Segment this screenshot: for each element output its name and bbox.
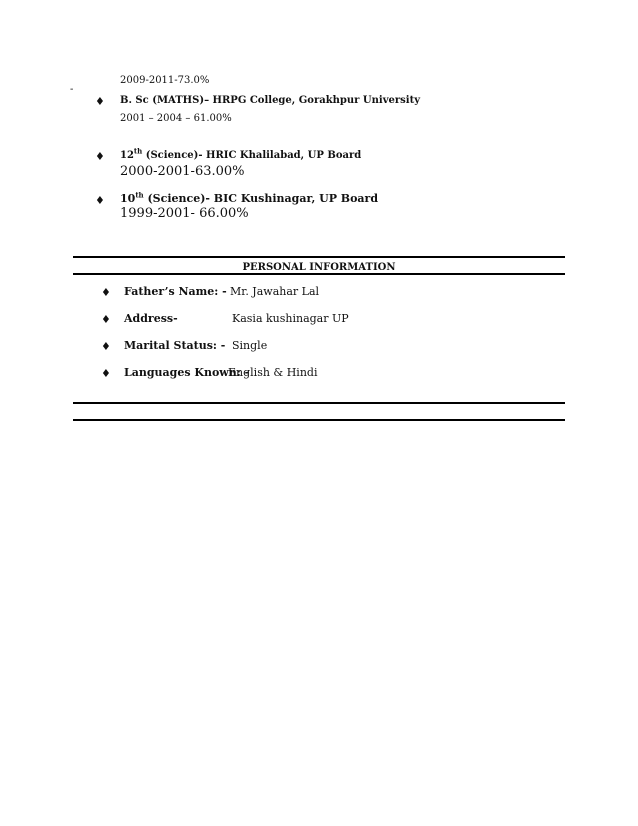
fathers-name-label: Father’s Name: - (124, 285, 227, 298)
section-rule-bottom (73, 273, 565, 275)
marital-status-value: Single (232, 339, 268, 352)
bullet-icon: ♦ (95, 150, 105, 163)
mca-years: 2009-2011-73.0% (120, 75, 210, 86)
bullet-icon: ♦ (101, 367, 111, 380)
languages-label: Languages Known: - (124, 366, 250, 379)
marital-status-label: Marital Status: - (124, 339, 226, 352)
bsc-title: B. Sc (MATHS)– HRPG College, Gorakhpur University (120, 95, 421, 106)
address-value: Kasia kushinagar UP (232, 312, 349, 325)
bsc-years: 2001 – 2004 – 61.00% (120, 113, 232, 124)
twelfth-years: 2000-2001-63.00% (120, 164, 245, 179)
twelfth-title: 12th (Science)- HRIC Khalilabad, UP Board (120, 146, 362, 161)
bottom-rule-1 (73, 402, 565, 404)
languages-value: English & Hindi (228, 366, 318, 379)
bullet-icon: ♦ (95, 95, 105, 108)
tenth-title: 10th (Science)- BIC Kushinagar, UP Board (120, 190, 379, 205)
bullet-icon: ♦ (95, 194, 105, 207)
stray-dash: - (70, 84, 74, 95)
fathers-name-value: Mr. Jawahar Lal (230, 285, 320, 298)
bullet-icon: ♦ (101, 313, 111, 326)
tenth-years: 1999-2001- 66.00% (120, 206, 249, 221)
bottom-rule-2 (73, 419, 565, 421)
section-heading: PERSONAL INFORMATION (242, 262, 396, 273)
address-label: Address- (124, 312, 178, 325)
section-rule-top (73, 256, 565, 258)
bullet-icon: ♦ (101, 340, 111, 353)
bullet-icon: ♦ (101, 286, 111, 299)
